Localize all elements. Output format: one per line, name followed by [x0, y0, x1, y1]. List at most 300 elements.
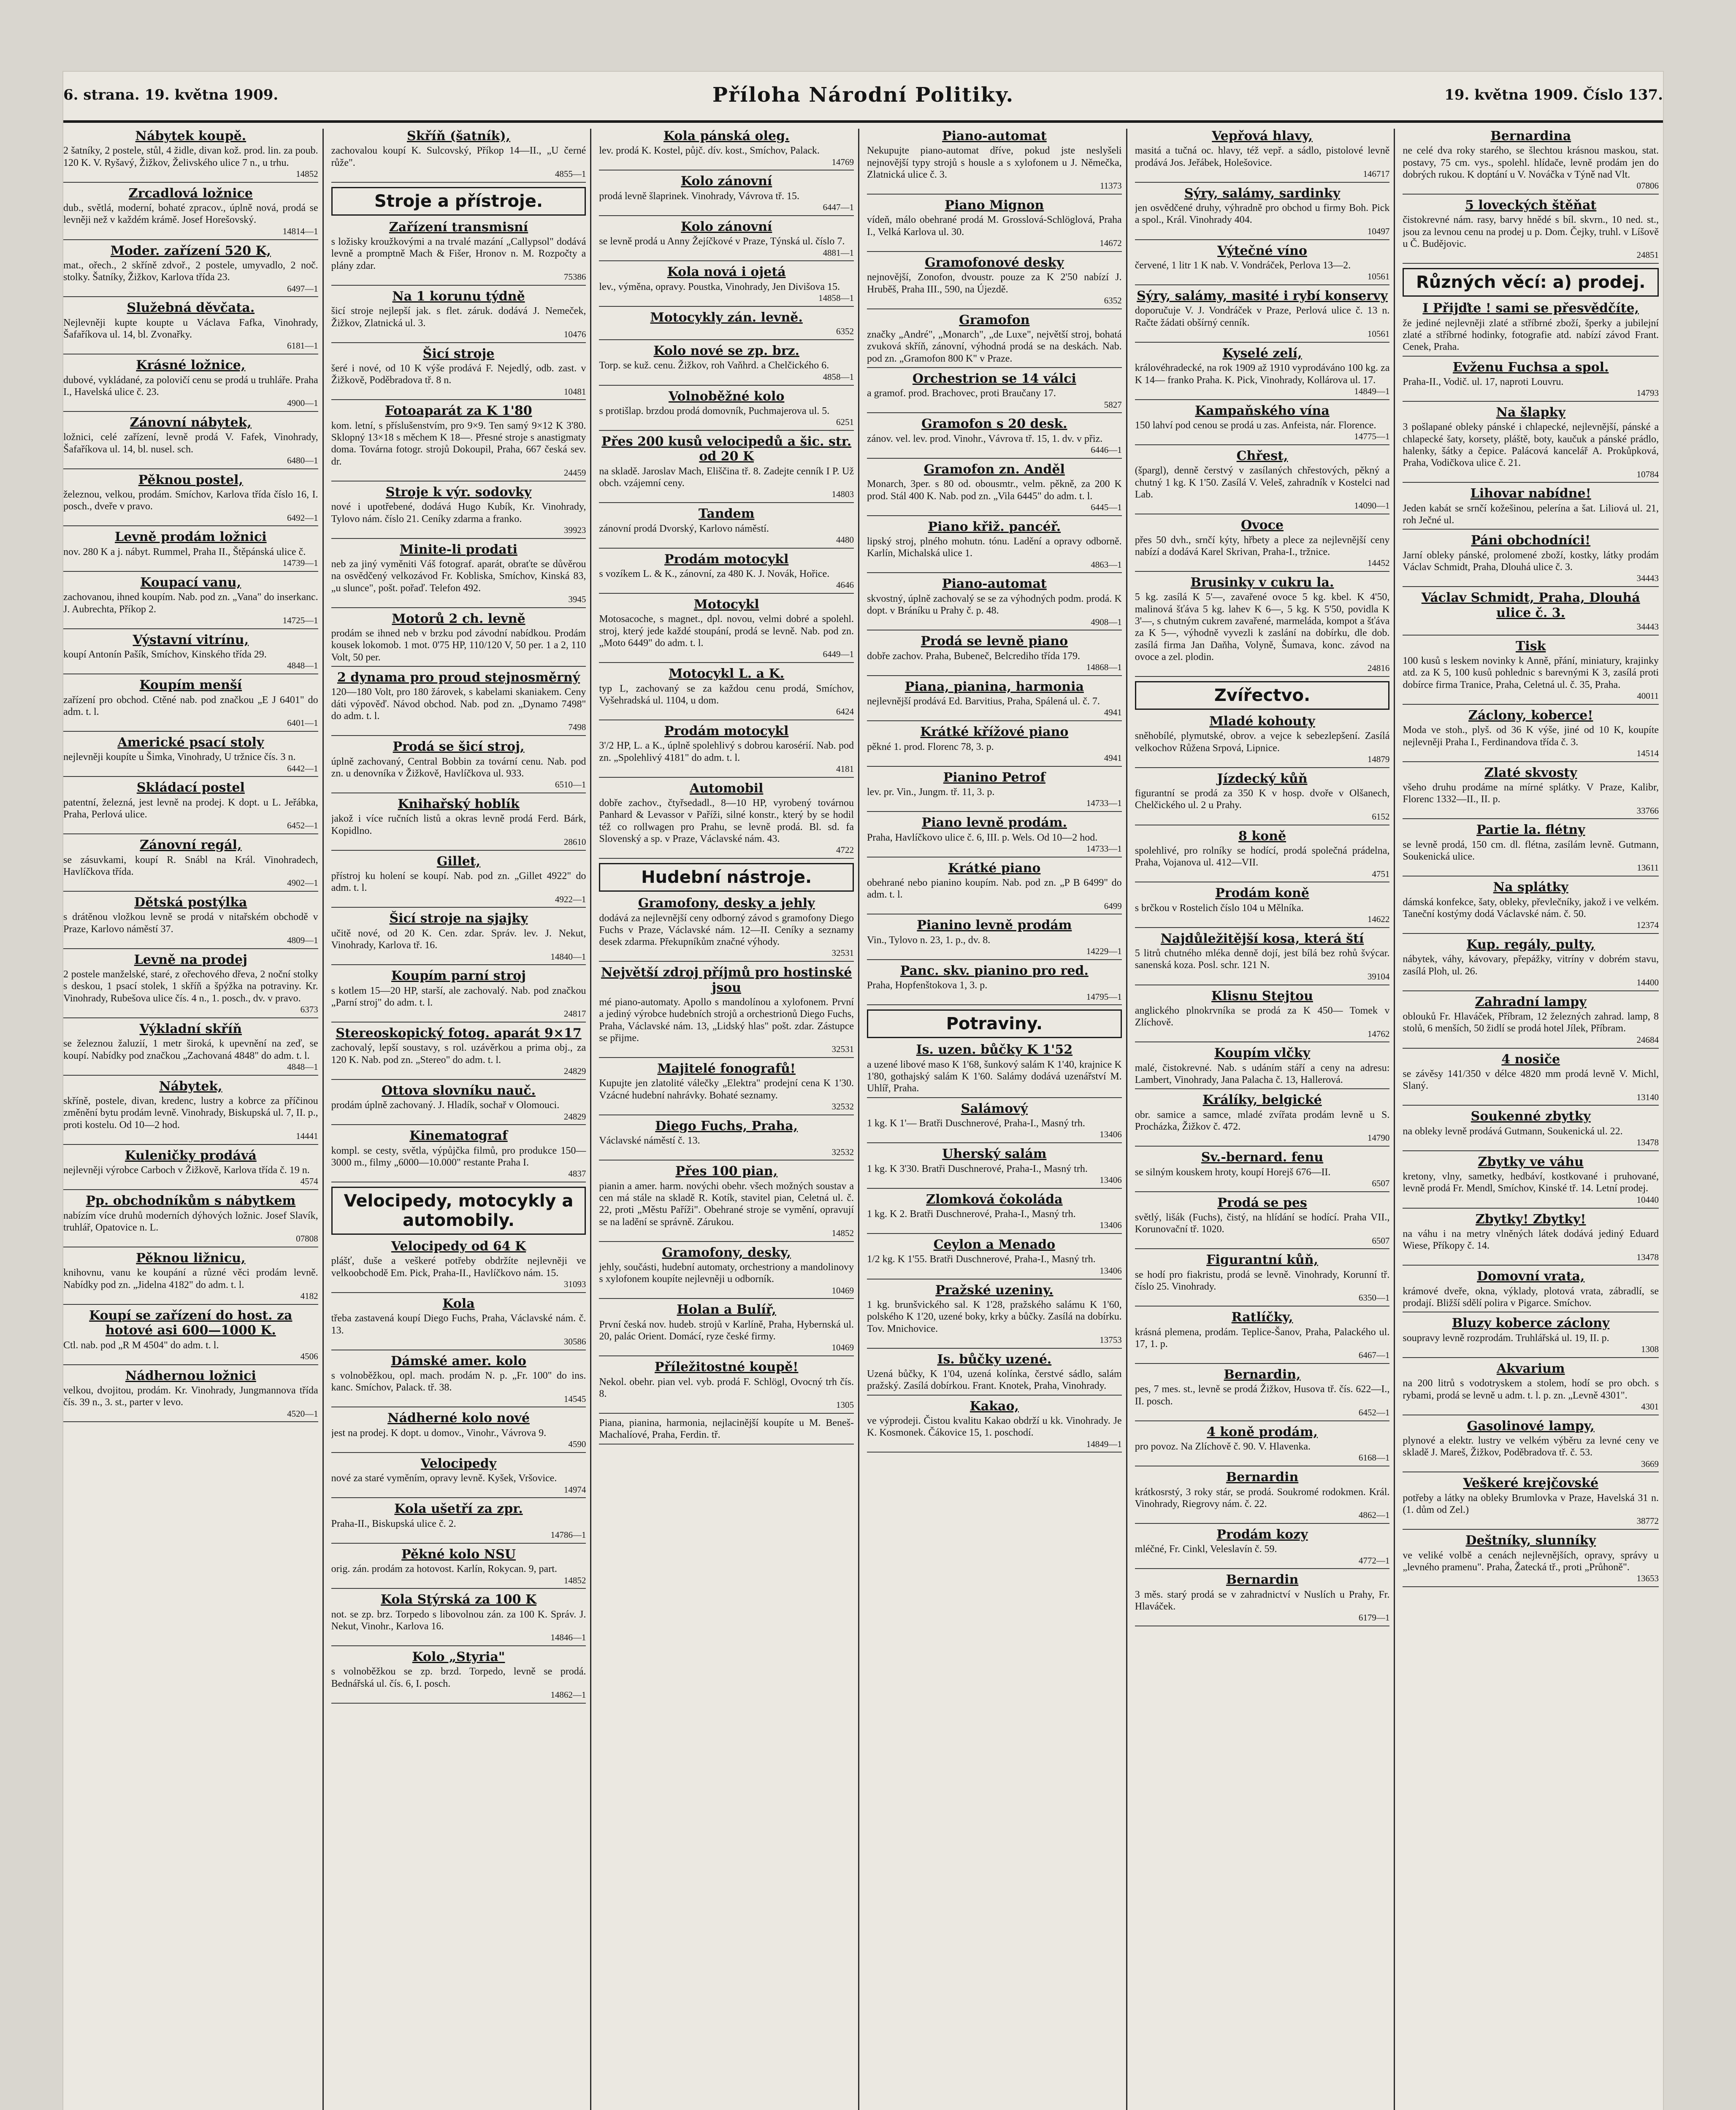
ad-body: nejlevněji výrobce Carboch v Žižkově, Karlova třída č. 19 n.: [63, 1165, 310, 1176]
classified-ad: [331, 854, 586, 908]
ad-body: zánovní prodá Dvorský, Karlovo náměstí.: [599, 523, 769, 534]
ad-title: Velocipedy: [420, 1456, 497, 1471]
ad-number: 14545: [563, 1393, 586, 1404]
classified-ad: [1403, 1155, 1659, 1209]
ad-title: Brusinky v cukru la.: [1190, 575, 1334, 590]
ad-body: sněhobílé, plymutské, obrov. a vejce k sebezlepšení. Zasílá velkochov Růžena Srpová, Lipnice.: [1135, 730, 1390, 754]
ad-body: nabízím více druhů moderních dýhových ložnic. Josef Slavík, truhlář, Opatovice n. L.: [63, 1210, 318, 1233]
ad-number: 14769: [831, 157, 854, 167]
ad-title: Kup. regály, pulty,: [1466, 937, 1595, 952]
ad-number: 146717: [1363, 169, 1390, 179]
classified-ad: [63, 633, 318, 674]
ad-title: Kola Stýrská za 100 K: [380, 1592, 537, 1607]
classified-ad: [867, 129, 1122, 195]
ad-number: 14672: [1100, 238, 1122, 249]
column-3: [599, 129, 859, 2110]
classified-ad: [1403, 1419, 1659, 1473]
ad-title: Majitelé fonografů!: [657, 1061, 796, 1077]
ad-body: Monarch, 3per. s 80 od. obousmtr., velm. pěkně, za 200 K prod. Stál 400 K. Nab. pod zn. „Vila 6445" do adm. t. l.: [867, 479, 1122, 502]
ad-number: 6350—1: [1358, 1293, 1390, 1303]
ad-number: 1305: [836, 1400, 854, 1410]
ad-body: zachovalou koupí K. Sulcovský, Příkop 14—II., „U černé růže".: [331, 145, 586, 168]
classified-ad: [331, 346, 586, 400]
ad-number: 4908—1: [1091, 617, 1122, 627]
ad-number: 6168—1: [1358, 1453, 1390, 1463]
ad-body: a uzené libové maso K 1'68, šunkový salám K 1'40, krajnice K 1'80, gothajský salám K 1'60. Salámy dodává uzenářství M. Uhlíř, Praha.: [867, 1059, 1122, 1094]
classified-ad: [599, 552, 854, 594]
ad-title: Ratlíčky,: [1231, 1310, 1293, 1325]
classified-ad: [1403, 1533, 1659, 1587]
ad-body: na skladě. Jaroslav Mach, Eliščina tř. 8. Zadejte cenník I P. Už obch. vzájemní ceny.: [599, 465, 854, 489]
ad-title: Přes 200 kusů velocipedů a šic. str. od 20 K: [601, 434, 852, 464]
ad-number: 11373: [1100, 181, 1122, 191]
classified-ad: [1135, 346, 1390, 400]
ad-title: Gramofony, desky,: [662, 1245, 791, 1260]
ad-number: 6445—1: [1091, 502, 1122, 512]
classified-ad: [867, 1042, 1122, 1098]
ad-body: kom. letní, s příslušenstvím, pro 9×9. Ten samý 9×12 K 3'80. Sklopný 13×18 s měchem K 18—. Přesné stroje s anastigmaty doma. Továrna fotogr. strojů Dokoupil, Praha, 667 česká sev. dr.: [331, 420, 586, 467]
ad-title: Prodá se pes: [1217, 1195, 1307, 1210]
classified-ad: [867, 815, 1122, 857]
ad-title: Motocykl: [693, 597, 759, 612]
classified-ad: [599, 344, 854, 385]
ad-body: kompl. se cesty, světla, výpůjčka filmů, pro produkce 150—3000 m., filmy „6000—10.000" restante Praha I.: [331, 1145, 586, 1168]
classified-ad: [599, 1417, 854, 1445]
classified-ad: [1135, 518, 1390, 572]
classified-ad: [1135, 829, 1390, 883]
classified-ad: [1135, 289, 1390, 343]
ad-title: Piano levně prodám.: [921, 815, 1067, 830]
ad-body: jen osvědčené druhy, výhradně pro obchod u firmy Boh. Pick a spol., Král. Vinohrady 404.: [1135, 203, 1390, 226]
ad-number: 40011: [1637, 691, 1659, 701]
ad-body: s protišlap. brzdou prodá domovník, Puchmajerova ul. 5.: [599, 405, 830, 417]
ad-title: Najdůležitější kosa, která ští: [1160, 931, 1364, 946]
ad-number: 6424: [836, 706, 854, 717]
ad-title: Prodám motocykl: [664, 723, 789, 738]
ad-body: s ložisky kroužkovými a na trvalé mazání „Callypsol" dodává levně a promptně Mach & Fišer, Hronov n. M. Rozpočty a plány zdar.: [331, 236, 586, 271]
classified-ad: [1135, 1093, 1390, 1147]
ad-body: na 200 litrů s vodotryskem a stolem, hodí se pro obch. s rybami, prodá se levně u adm. t. l. p. zn. „Levně 4301".: [1403, 1378, 1659, 1401]
classified-ad: [331, 403, 586, 481]
ad-title: Kakao,: [970, 1399, 1019, 1414]
ad-body: se levně prodá u Anny Žejíčkové v Praze, Týnská ul. číslo 7.: [599, 236, 845, 247]
ad-number: 24851: [1636, 250, 1659, 260]
classified-ad: [867, 770, 1122, 812]
ad-title: Holan a Bulíř,: [677, 1302, 776, 1317]
ad-title: Salámový: [961, 1101, 1028, 1116]
classified-ad: [599, 265, 854, 306]
ad-number: 4922—1: [555, 894, 586, 904]
classified-ad: [1135, 1196, 1390, 1250]
ad-title: Panc. skv. pianino pro red.: [900, 963, 1089, 978]
ad-title: Kyselé zelí,: [1222, 346, 1302, 361]
classified-ad: [331, 911, 586, 965]
ad-body: První česká nov. hudeb. strojů v Karlíně, Praha, Hybernská ul. 20, palác Orient. Domácí, ryze české firmy.: [599, 1319, 854, 1342]
classified-ad: [63, 1251, 318, 1305]
ad-title: Piano-automat: [942, 576, 1047, 592]
classified-ad: [1135, 931, 1390, 985]
ad-number: 4902—1: [287, 878, 318, 888]
ad-body: 5 litrů chutného mléka denně dojí, jest bílá bez rohů švýcar. sanenská koza. Posl. schr. 121 N.: [1135, 948, 1390, 971]
ad-number: 10476: [563, 329, 586, 339]
ad-title: Páni obchodníci!: [1471, 533, 1591, 548]
classified-ad: [1135, 243, 1390, 285]
classified-ad: [867, 918, 1122, 960]
classified-ad: [1135, 1425, 1390, 1466]
ad-body: Jeden kabát se srnčí kožešinou, pelerína a šat. Liliová ul. 21, roh Ječné ul.: [1403, 503, 1659, 526]
ad-body: velkou, dvojitou, prodám. Kr. Vinohrady, Jungmannova třída čís. 39 n., 3. st., parter v levo.: [63, 1385, 318, 1408]
ad-number: 4182: [300, 1291, 318, 1301]
ad-body: s brčkou v Rostelich číslo 104 u Mělníka.: [1135, 902, 1304, 914]
ad-title: Kola: [442, 1296, 475, 1311]
ad-number: 10469: [831, 1342, 854, 1353]
ad-title: Výkladní skříň: [139, 1021, 242, 1036]
classified-ad: [63, 129, 318, 183]
ad-number: 4772—1: [1358, 1555, 1390, 1566]
ad-body: s drátěnou vložkou levně se prodá v nitařském obchodě v Praze, Karlovo náměstí 37.: [63, 912, 318, 935]
ad-number: 4590: [568, 1439, 586, 1450]
ad-number: 10561: [1367, 329, 1390, 339]
ad-body: lev., výměna, opravy. Poustka, Vinohrady, Jen Divišova 15.: [599, 281, 840, 292]
ad-body: mat., ořech., 2 skříně zdvoř., 2 postele, umyvadlo, 2 noč. stolky. Šatníky, Žižkov, Karlova třída 23.: [63, 260, 318, 283]
ad-number: 6442—1: [287, 763, 318, 774]
ad-body: skvostný, úplně zachovalý se se za výhodných podm. prodá. K dopt. v Bráníku u Prahy č. p. 48.: [867, 593, 1122, 617]
classified-ad: [331, 968, 586, 1023]
ad-number: 4722: [836, 845, 854, 855]
ad-body: a gramof. prod. Brachovec, proti Braučany 17.: [867, 388, 1056, 399]
ad-title: Nábytek koupě.: [135, 129, 246, 143]
classified-ad: [1403, 1476, 1659, 1530]
ad-body: šicí stroje nejlepší jak. s flet. záruk. dodává J. Nemeček, Žižkov, Zlatnická ul. 3.: [331, 306, 586, 329]
ad-title: Piano-automat: [942, 129, 1047, 143]
ad-number: 14739—1: [282, 558, 318, 568]
ad-number: 24817: [563, 1009, 586, 1019]
ad-body: kretony, vlny, sametky, hedbáví, kostkované i pruhované, levně prodá Fr. Mendl, Smíchov, Kinské tř. 14. Letní prodej.: [1403, 1171, 1659, 1194]
classified-ad: [331, 797, 586, 851]
ad-number: 32531: [831, 948, 854, 958]
ad-title: Minite-li prodati: [400, 542, 517, 557]
classified-ad: [867, 417, 1122, 458]
classified-ad: [331, 1501, 586, 1543]
section-heading: Potraviny.: [867, 1009, 1122, 1038]
ad-title: Bernardin: [1226, 1572, 1299, 1588]
ad-number: 4862—1: [1358, 1510, 1390, 1520]
ad-number: 13406: [1100, 1220, 1122, 1231]
ad-number: 10497: [1367, 226, 1390, 236]
ad-number: 6492—1: [287, 512, 318, 523]
column-2: [331, 129, 592, 2110]
ad-title: Gasolinové lampy,: [1467, 1418, 1595, 1434]
ad-title: Zahradní lampy: [1475, 994, 1587, 1009]
ad-body: Ctl. nab. pod „R M 4504" do adm. t. l.: [63, 1339, 219, 1351]
ad-title: Koupím menší: [139, 678, 242, 693]
ad-number: 14622: [1367, 914, 1390, 925]
ad-body: Piana, pianina, harmonia, nejlacinější koupíte u M. Beneš-Machalíové, Praha, Ferdin. tř.: [599, 1417, 854, 1441]
ad-number: 4574: [300, 1176, 318, 1187]
ad-body: Praha-II., Vodič. ul. 17, naproti Louvru.: [1403, 376, 1564, 387]
ad-title: Kola ušetří za zpr.: [394, 1501, 523, 1517]
ad-title: Na šlapky: [1496, 405, 1565, 420]
ad-number: 14795—1: [1086, 991, 1122, 1002]
classified-ad: [1403, 301, 1659, 356]
section-heading: Různých věcí: a) prodej.: [1403, 268, 1659, 297]
ad-number: 14229—1: [1086, 946, 1122, 957]
ad-number: 4809—1: [287, 935, 318, 946]
ad-body: Motosacoche, s magnet., dpl. novou, velmi dobré a spolehl. stroj, který jede každé stoupání, prodá se levně. Nab. pod zn. „Moto 6449" do adm. t. l.: [599, 614, 854, 649]
ad-title: Králíky, belgické: [1202, 1093, 1322, 1108]
classified-ad: [599, 1061, 854, 1115]
ad-title: Gramofonové desky: [925, 255, 1064, 270]
ad-title: Pražské uzeniny.: [935, 1282, 1054, 1298]
ad-number: 4480: [836, 534, 854, 545]
classified-ad: [63, 473, 318, 527]
ad-title: Diego Fuchs, Praha,: [655, 1118, 798, 1133]
ad-body: prodám se ihned neb v brzku pod závodní nabídkou. Prodám kousek lokomob. 1 mot. 0'75 HP, 110/120 V, 50 per. 1 a 2, 110 Volt, 50 per.: [331, 628, 586, 663]
classified-ad: [63, 1369, 318, 1423]
ad-number: 6401—1: [287, 718, 318, 728]
classified-ad: [867, 1237, 1122, 1279]
ad-body: nejlevnější prodává Ed. Barvitius, Praha, Spálená ul. č. 7.: [867, 696, 1100, 707]
ad-body: typ L, zachovaný se za každou cenu prodá, Smíchov, Vyšehradská ul. 1104, u dom.: [599, 683, 854, 706]
ad-title: I Přijďte ! sami se přesvědčíte,: [1422, 301, 1639, 316]
ad-title: Pěknou ližnicu,: [136, 1251, 246, 1266]
ad-body: se hodí pro fiakristu, prodá se levně. Vinohrady, Korunní tř. číslo 25. Vinohrady.: [1135, 1269, 1390, 1293]
ad-title: Koupím parní stroj: [391, 968, 526, 984]
classified-ad: [1403, 486, 1659, 530]
ad-body: krámové dveře, okna, výklady, plotová vrata, zábradlí, se prodají. Bližší sdělí polira v Pigarce. Smíchov.: [1403, 1285, 1659, 1309]
classified-ad: [63, 838, 318, 892]
ad-body: nejnovější, Zonofon, dvoustr. pouze za K 2'50 nabízí J. Hruběš, Praha III., 590, na Újezdě.: [867, 272, 1122, 295]
ad-body: anglického plnokrvníka se prodá za K 450— Tomek v Zlíchově.: [1135, 1005, 1390, 1028]
classified-ad: [63, 678, 318, 732]
ad-body: knihovnu, vanu ke koupání a různé věci prodám levně. Nabídky pod zn. „Jidelna 4182" do adm. t. l.: [63, 1267, 318, 1290]
ad-number: 24829: [563, 1066, 586, 1077]
ad-number: 14840—1: [550, 951, 586, 962]
ad-body: koupí Antonín Pašík, Smíchov, Kinského třída 29.: [63, 649, 267, 660]
classified-ad: [599, 1119, 854, 1160]
classified-ad: [1403, 198, 1659, 264]
ad-title: Kinematograf: [409, 1128, 508, 1144]
ad-body: 1 kg. K 3'30. Bratři Duschnerové, Praha-I., Masný trh.: [867, 1163, 1088, 1174]
ad-number: 07806: [1636, 181, 1659, 191]
ad-number: 10440: [1636, 1194, 1659, 1205]
ad-number: 13611: [1637, 863, 1659, 873]
classified-ad: [331, 1296, 586, 1350]
ad-body: zachovalý, lepší soustavy, s rol. uzávěrkou a prima obj., za 120 K. Nab. pod zn. „Stereo" do adm. t. l.: [331, 1042, 586, 1066]
ad-body: na váhu i na metry vlněných látek dodává jediný Eduard Wiese, Příkopy č. 14.: [1403, 1228, 1659, 1252]
ad-number: 4520—1: [287, 1408, 318, 1419]
column-5: [1135, 129, 1395, 2110]
ad-body: prodám úplně zachovaný. J. Hladík, sochař v Olomouci.: [331, 1100, 560, 1111]
classified-ad: [867, 255, 1122, 309]
ad-body: zařízení pro obchod. Ctěné nab. pod značkou „E J 6401" do adm. t. l.: [63, 694, 318, 717]
classified-ad: [1135, 449, 1390, 514]
ad-title: Akvarium: [1496, 1361, 1565, 1376]
ad-title: Pěkné kolo NSU: [401, 1547, 516, 1562]
ad-number: 14879: [1367, 754, 1390, 764]
ad-body: Torp. se kuž. cenu. Žižkov, roh Vaňhrd. a Chelčického 6.: [599, 360, 829, 371]
ad-body: s vozíkem L. & K., zánovní, za 480 K. J. Novák, Hořice.: [599, 568, 830, 579]
ad-number: 6467—1: [1358, 1350, 1390, 1361]
ad-title: Tisk: [1515, 638, 1546, 654]
ad-title: Is. uzen. bůčky K 1'52: [916, 1042, 1073, 1058]
ad-title: Gramofon s 20 desk.: [921, 417, 1067, 432]
ad-body: Václavské náměstí č. 13.: [599, 1135, 700, 1147]
ad-body: oblouků Fr. Hlaváček, Příbram, 12 železných zahrad. lamp, 8 stolů, 6 menších, 50 židlí se prodá hotel Jílek, Příbram.: [1403, 1011, 1659, 1034]
ad-body: se závěsy 141/350 v délce 4820 mm prodá levně V. Michl, Slaný.: [1403, 1068, 1659, 1092]
ad-number: 6251: [836, 417, 854, 427]
ad-title: Krátké křížové piano: [920, 725, 1069, 740]
ad-number: 14974: [563, 1484, 586, 1495]
ad-number: 6447—1: [823, 202, 854, 213]
ad-title: Nábytek,: [159, 1079, 222, 1094]
classified-ad: [867, 679, 1122, 721]
ad-number: 6507: [1372, 1235, 1390, 1246]
classified-ad: [331, 739, 586, 793]
ad-number: 14775—1: [1354, 431, 1390, 442]
ad-number: 6497—1: [287, 283, 318, 294]
ad-number: 14786—1: [550, 1530, 586, 1540]
ad-title: Václav Schmidt, Praha, Dlouhá ulice č. 3.: [1421, 590, 1640, 620]
classified-ad: [1135, 1572, 1390, 1626]
classified-ad: [867, 725, 1122, 766]
classified-ad: [331, 670, 586, 736]
ad-number: 14733—1: [1086, 843, 1122, 854]
classified-ad: [599, 1245, 854, 1299]
ad-title: Bernardina: [1490, 129, 1571, 143]
ad-number: 7498: [568, 722, 586, 733]
newspaper-title: Příloha Národní Politiky.: [712, 83, 1014, 107]
ad-title: Pianino Petrof: [943, 770, 1045, 785]
classified-ad: [599, 1302, 854, 1356]
ad-number: 75386: [563, 272, 586, 282]
classified-ad: [63, 952, 318, 1018]
ad-title: Automobil: [689, 781, 764, 796]
classified-ad: [867, 1399, 1122, 1453]
ad-number: 6373: [300, 1004, 318, 1015]
ad-title: Koupací vanu,: [140, 575, 241, 590]
ad-number: 34443: [1636, 573, 1659, 584]
ad-number: 34443: [1636, 621, 1659, 632]
ad-title: 4 nosiče: [1501, 1052, 1560, 1067]
ad-number: 10784: [1636, 469, 1659, 479]
classified-ad: [63, 300, 318, 354]
classified-ad: [599, 1360, 854, 1414]
classified-ad: [1403, 708, 1659, 762]
ad-body: královéhradecké, na rok 1909 až 1910 vyprodáváno 100 kg. za K 14— franko Praha. K. Pick, Vinohrady, Kollárova ul. 17.: [1135, 362, 1390, 386]
ad-number: 14725—1: [282, 615, 318, 625]
ad-body: krásná plemena, prodám. Teplice-Šanov, Praha, Palackého ul. 17, 1. p.: [1135, 1326, 1390, 1350]
classified-ad: [867, 634, 1122, 676]
ad-title: Šicí stroje na sjajky: [389, 911, 528, 926]
ad-title: Zbytky ve váhu: [1478, 1154, 1584, 1169]
ad-title: Bernardin: [1226, 1470, 1299, 1485]
ad-title: Pěknou postel,: [138, 472, 244, 487]
classified-ad: [1135, 186, 1390, 240]
ad-body: Praha-II., Biskupská ulice č. 2.: [331, 1518, 456, 1529]
ad-body: dobře zachov., čtyřsedadl., 8—10 HP, vyrobený továrnou Panhard & Levassor v Paříži, silné konstr., který by se hodil též co rollwagen pro Prahu, se levně prodá. Bl. sd. fa Slovenský a sp. v Praze, Václavské nám. 43.: [599, 798, 854, 845]
section-heading: Zvířectvo.: [1135, 681, 1390, 710]
ad-number: 6480—1: [287, 455, 318, 465]
ad-title: Chřest,: [1236, 449, 1288, 464]
ad-number: 4855—1: [555, 169, 586, 179]
ad-title: Nádherné kolo nové: [387, 1411, 530, 1426]
ad-body: dub., světlá, moderní, bohaté zpracov., úplně nová, prodá se levněji než v každém krámě. Josef Horešovský.: [63, 203, 318, 226]
ad-body: všeho druhu prodáme na mírné splátky. V Praze, Kalibr, Florenc 1332—II., II. p.: [1403, 782, 1659, 805]
ad-body: Nekupujte piano-automat dříve, pokud jste neslyšeli nejnovější typy strojů s housle a s xylofonem u J. Němečka, Zlatnická ulice č. 3.: [867, 145, 1122, 181]
ad-number: 4646: [836, 580, 854, 590]
ad-number: 4837: [568, 1169, 586, 1179]
section-heading: Stroje a přístroje.: [331, 187, 586, 216]
ad-title: Lihovar nabídne!: [1470, 486, 1591, 501]
ad-body: Uzená bůčky, K 1'04, uzená kolínka, čerstvé sádlo, salám pražský. Zasílá dobírkou. Frant. Knotek, Praha, Vinohrady.: [867, 1369, 1122, 1392]
ad-number: 6352: [836, 326, 854, 337]
classified-ad: [331, 1083, 586, 1125]
ad-body: 1 kg. K 2. Bratři Duschnerové, Praha-I., Masný trh.: [867, 1208, 1076, 1220]
classified-ad: [331, 1411, 586, 1453]
ad-number: 4900—1: [287, 398, 318, 408]
ad-number: 6179—1: [1358, 1612, 1390, 1623]
classified-ad: [1135, 989, 1390, 1043]
ad-body: s volnoběžkou, opl. mach. prodám N. p. „Fr. 100" do ins. kanc. Smíchov, Palack. tř. 38.: [331, 1370, 586, 1393]
ad-number: 14852: [831, 1228, 854, 1238]
classified-ad: [867, 198, 1122, 252]
ad-title: Pp. obchodníkům s nábytkem: [86, 1193, 296, 1209]
ad-title: Stroje k výr. sodovky: [385, 484, 532, 500]
ad-number: 24816: [1367, 663, 1390, 674]
ad-title: Gillet,: [436, 854, 481, 869]
ad-number: 10469: [831, 1285, 854, 1296]
classified-ad: [867, 519, 1122, 573]
ad-number: 4751: [1372, 868, 1390, 879]
classified-ad: [1403, 1109, 1659, 1151]
classified-ad: [1403, 639, 1659, 705]
classified-ad: [599, 724, 854, 778]
classified-ad: [1403, 1052, 1659, 1106]
classified-ad: [63, 415, 318, 469]
ad-number: 07808: [296, 1234, 318, 1244]
classified-ad: [331, 1026, 586, 1080]
ad-number: 6499: [1104, 901, 1122, 911]
ad-number: 14852: [563, 1575, 586, 1585]
classified-ad: [1403, 129, 1659, 195]
ad-body: 1 kg. K 1'— Bratři Duschnerové, Praha-I., Masný trh.: [867, 1118, 1085, 1129]
classified-ad: [1135, 1252, 1390, 1307]
ad-body: spolehlivé, pro rolníky se hodící, prodá společná prádelna, Praha, Vojanova ul. 412—VII.: [1135, 845, 1390, 868]
classified-ad: [331, 1354, 586, 1408]
ad-title: Kola nová i ojetá: [667, 265, 786, 280]
ad-number: 3945: [568, 594, 586, 604]
classified-ad: [1403, 405, 1659, 483]
ad-body: orig. zán. prodám za hotovost. Karlín, Rokycan. 9, part.: [331, 1564, 557, 1575]
ad-title: Zlaté skvosty: [1484, 765, 1577, 780]
ad-number: 4941: [1104, 752, 1122, 763]
ad-title: Přes 100 pian,: [675, 1164, 778, 1179]
ad-body: se silným kouskem hroty, koupí Horejš 676—II.: [1135, 1166, 1331, 1178]
ad-title: Partie la. flétny: [1476, 822, 1585, 838]
ad-body: plášť, duše a veškeré potřeby obdržíte nejlevněji ve velkoobchodě Em. Pick, Praha-II., Havlíčkovo nám. 15.: [331, 1255, 586, 1279]
ad-number: 6510—1: [555, 779, 586, 790]
ad-title: Služebná děvčata.: [127, 300, 255, 316]
ad-number: 14790: [1367, 1133, 1390, 1143]
classified-ad: [599, 506, 854, 548]
issue-date-number: 19. května 1909. Číslo 137.: [1444, 87, 1663, 103]
ad-number: 4301: [1641, 1401, 1659, 1412]
classified-ad: [1403, 1212, 1659, 1266]
ad-number: 32531: [831, 1044, 854, 1055]
ad-body: učitě nové, od 20 K. Cen. zdar. Správ. lev. J. Nekut, Vinohrady, Karlova tř. 16.: [331, 928, 586, 951]
ad-title: Motocykl L. a K.: [669, 666, 785, 682]
